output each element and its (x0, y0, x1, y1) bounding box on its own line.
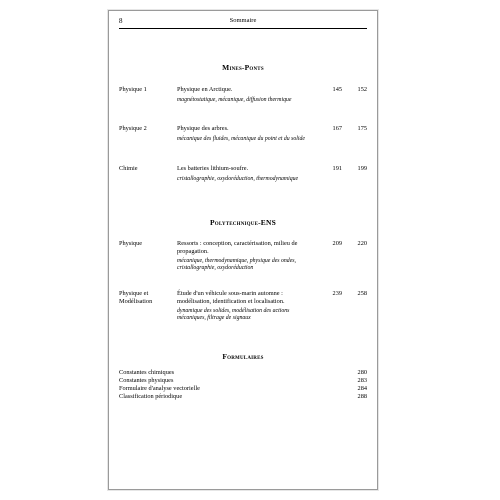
entry-subject: Physique 1 (119, 86, 147, 93)
entry-description (177, 125, 315, 143)
entry-description (177, 240, 315, 272)
entry-keywords: mécanique des fluides, mécanique du point et du solide (177, 135, 305, 142)
entry-page-end: 199 (357, 165, 367, 172)
page-number: 8 (119, 17, 123, 25)
entry-page-start: 167 (332, 125, 342, 132)
item-page: 280 (357, 369, 367, 376)
list-item (119, 369, 367, 377)
entry-subject: Physique et Modélisation (119, 290, 153, 305)
item-page: 284 (357, 385, 367, 392)
list-item (119, 377, 367, 385)
entry-title: Étude d'un véhicule sous-marin automne : modélisation, identification et localisation. (177, 290, 285, 305)
entry-keywords: magnétostatique, mécanique, diffusion thermique (177, 96, 292, 103)
entry-keywords: cristallographie, oxydoréduction, thermodynamique (177, 175, 299, 182)
entry-description (177, 86, 315, 104)
running-title: Sommaire (229, 17, 257, 24)
entry-keywords: dynamique des solides, modélisation des actions mécaniques, filtrage de signaux (177, 308, 290, 322)
entry-title: Les batteries lithium-soufre. (177, 165, 249, 172)
item-label: Formulaire d'analyse vectorielle (119, 385, 200, 392)
entry-title: Physique des arbres. (177, 125, 229, 132)
entry-title: Ressorts : conception, caractérisation, milieu de propagation. (177, 240, 298, 255)
entry-description (177, 165, 315, 183)
header-rule (119, 28, 367, 29)
item-label: Constantes chimiques (119, 369, 175, 376)
document-page (108, 10, 378, 490)
entry-page-end: 220 (357, 240, 367, 247)
entry-subject: Physique 2 (119, 125, 147, 132)
item-label: Constantes physiques (119, 377, 174, 384)
section-title-mines-ponts: Mines-Ponts (222, 63, 264, 72)
section-title-formulaires: Formulaires (222, 352, 264, 361)
list-item (119, 385, 367, 393)
entry-page-start: 191 (332, 165, 342, 172)
entry-page-end: 258 (357, 290, 367, 297)
entry-page-end: 175 (357, 125, 367, 132)
entry-keywords: mécanique, thermodynamique, physique des ondes, cristallographie, oxydoréduction (177, 258, 296, 272)
list-item (119, 393, 367, 401)
item-page: 288 (357, 393, 367, 400)
entry-subject: Physique (119, 240, 143, 247)
entry-page-start: 209 (332, 240, 342, 247)
section-title-polytechnique-ens: Polytechnique-ENS (209, 218, 276, 227)
item-label: Classification périodique (119, 393, 183, 400)
entry-subject: Chimie (119, 165, 138, 172)
entry-page-start: 239 (332, 290, 342, 297)
entry-page-end: 152 (357, 86, 367, 93)
entry-description (177, 290, 315, 322)
item-page: 283 (357, 377, 367, 384)
entry-page-start: 145 (332, 86, 342, 93)
entry-title: Physique en Arctique. (177, 86, 233, 93)
